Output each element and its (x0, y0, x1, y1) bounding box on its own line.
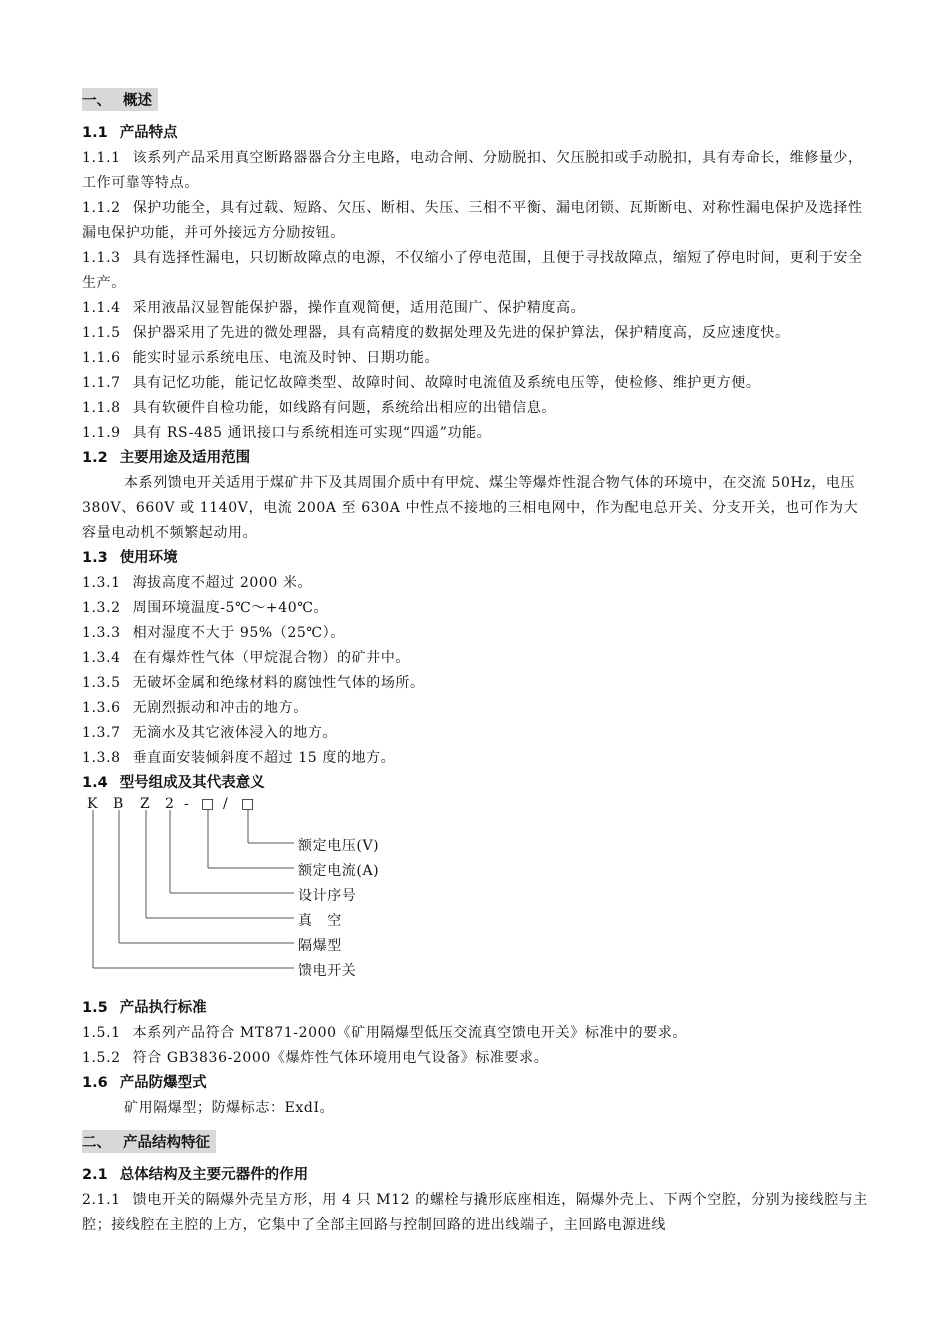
item-number: 1.3.1 (82, 575, 121, 591)
code-char-2: 2 (165, 796, 174, 812)
item-text: 能实时显示系统电压、电流及时钟、日期功能。 (132, 350, 440, 366)
para-1-6: 矿用隔爆型；防爆标志：ExdI。 (124, 1100, 335, 1116)
section-title: 产品结构特征 (123, 1135, 210, 1151)
item-number: 1.3.5 (82, 675, 121, 691)
para-1-1-9 (82, 421, 872, 446)
para-1-3-1 (82, 571, 872, 596)
label-rated-current: 额定电流(A) (298, 863, 380, 879)
section-title: 概述 (123, 93, 152, 109)
heading-1-4 (82, 771, 872, 796)
para-1-3-3 (82, 621, 872, 646)
item-text: 具有选择性漏电，只切断故障点的电源，不仅缩小了停电范围，且便于寻找故障点，缩短了停电时间，更利于安全生产。 (82, 250, 863, 291)
heading-title: 主要用途及适用范围 (119, 450, 251, 466)
item-number: 1.3.3 (82, 625, 121, 641)
para-1-3-7 (82, 721, 872, 746)
item-text: 符合 GB3836-2000《爆炸性气体环境用电气设备》标准要求。 (132, 1050, 549, 1066)
item-number: 1.3.4 (82, 650, 121, 666)
heading-number: 1.2 (82, 450, 108, 466)
item-text: 具有 RS-485 通讯接口与系统相连可实现“四遥”功能。 (132, 425, 492, 441)
heading-title: 产品特点 (119, 125, 178, 141)
code-char-z: Z (140, 796, 150, 812)
para-1-1-6 (82, 346, 872, 371)
model-code-diagram (82, 796, 872, 996)
heading-title: 总体结构及主要元器件的作用 (119, 1167, 309, 1183)
section-2-heading (82, 1130, 872, 1153)
heading-2-1 (82, 1163, 872, 1188)
heading-number: 1.6 (82, 1075, 108, 1091)
label-vacuum: 真 空 (298, 913, 342, 929)
item-number: 1.1.2 (82, 200, 121, 216)
code-char-b: B (113, 796, 124, 812)
heading-1-2 (82, 446, 872, 471)
item-number: 1.1.1 (82, 150, 121, 166)
heading-number: 1.1 (82, 125, 108, 141)
item-text: 馈电开关的隔爆外壳呈方形，用 4 只 M12 的螺栓与撬形底座相连，隔爆外壳上、下两个空腔，分别为接线腔与主腔；接线腔在主腔的上方，它集中了全部主回路与控制回路的进出线端子，主回路电源进线 (82, 1192, 868, 1233)
item-text: 无破坏金属和绝缘材料的腐蚀性气体的场所。 (132, 675, 425, 691)
section-number: 一、 (82, 93, 111, 109)
heading-number: 1.5 (82, 1000, 108, 1016)
item-number: 1.1.8 (82, 400, 121, 416)
heading-1-5 (82, 996, 872, 1021)
heading-1-1 (82, 121, 872, 146)
document-page (82, 88, 872, 1238)
label-rated-voltage: 额定电压(V) (298, 838, 380, 854)
item-number: 1.1.4 (82, 300, 121, 316)
item-text: 周围环境温度-5℃～+40℃。 (132, 600, 329, 616)
label-flameproof: 隔爆型 (298, 938, 342, 954)
item-number: 1.1.9 (82, 425, 121, 441)
code-char-dash: - (184, 796, 189, 812)
item-text: 垂直面安装倾斜度不超过 15 度的地方。 (132, 750, 396, 766)
para-1-1-7 (82, 371, 872, 396)
code-char-k: K (87, 796, 98, 812)
para-1-1-1 (82, 146, 872, 196)
heading-number: 2.1 (82, 1167, 108, 1183)
para-2-1-1 (82, 1188, 872, 1238)
item-number: 1.1.5 (82, 325, 121, 341)
para-1-3-6 (82, 696, 872, 721)
item-text: 海拔高度不超过 2000 米。 (132, 575, 313, 591)
para-1-3-8 (82, 746, 872, 771)
label-feeder-switch: 馈电开关 (298, 963, 357, 979)
item-text: 保护器采用了先进的微处理器，具有高精度的数据处理及先进的保护算法，保护精度高，反应速度快。 (132, 325, 790, 341)
item-text: 具有记忆功能，能记忆故障类型、故障时间、故障时电流值及系统电压等，使检修、维护更方便。 (132, 375, 761, 391)
item-number: 1.5.2 (82, 1050, 121, 1066)
para-1-3-5 (82, 671, 872, 696)
item-text: 本系列产品符合 MT871-2000《矿用隔爆型低压交流真空馈电开关》标准中的要求。 (132, 1025, 688, 1041)
para-1-3-2 (82, 596, 872, 621)
item-text: 无滴水及其它液体浸入的地方。 (132, 725, 338, 741)
code-char-slash: / (223, 796, 228, 812)
heading-1-6 (82, 1071, 872, 1096)
item-number: 1.1.7 (82, 375, 121, 391)
heading-title: 产品防爆型式 (119, 1075, 207, 1091)
para-1-2: 本系列馈电开关适用于煤矿井下及其周围介质中有甲烷、煤尘等爆炸性混合物气体的环境中，在交流 50Hz，电压 380V、660V 或 1140V，电流 200A 至 630A 中性点不接地的三相电网中，作为配电总开关、分支开关，也可作为大容量电动机不频繁起动用。 (82, 475, 859, 541)
item-number: 1.5.1 (82, 1025, 121, 1041)
item-text: 保护功能全，具有过载、短路、欠压、断相、失压、三相不平衡、漏电闭锁、瓦斯断电、对称性漏电保护及选择性漏电保护功能，并可外接远方分励按钮。 (82, 200, 863, 241)
item-text: 该系列产品采用真空断路器器合分主电路，电动合闸、分励脱扣、欠压脱扣或手动脱扣，具有寿命长，维修量少，工作可靠等特点。 (82, 150, 863, 191)
item-text: 在有爆炸性气体（甲烷混合物）的矿井中。 (132, 650, 411, 666)
para-1-1-5 (82, 321, 872, 346)
section-1-heading (82, 88, 872, 111)
item-number: 2.1.1 (82, 1192, 121, 1208)
para-1-5-2 (82, 1046, 872, 1071)
item-number: 1.1.3 (82, 250, 121, 266)
heading-title: 型号组成及其代表意义 (119, 775, 265, 791)
para-1-5-1 (82, 1021, 872, 1046)
code-char-box-2: □ (241, 796, 255, 812)
para-1-1-3 (82, 246, 872, 296)
item-text: 无剧烈振动和冲击的地方。 (132, 700, 308, 716)
heading-number: 1.4 (82, 775, 108, 791)
item-number: 1.3.2 (82, 600, 121, 616)
label-design-serial: 设计序号 (298, 888, 357, 904)
item-text: 相对湿度不大于 95%（25℃）。 (132, 625, 345, 641)
para-1-1-2 (82, 196, 872, 246)
para-1-3-4 (82, 646, 872, 671)
heading-title: 产品执行标准 (119, 1000, 207, 1016)
para-1-1-8 (82, 396, 872, 421)
item-number: 1.1.6 (82, 350, 121, 366)
heading-title: 使用环境 (119, 550, 178, 566)
item-number: 1.3.8 (82, 750, 121, 766)
code-char-box-1: □ (201, 796, 215, 812)
item-text: 具有软硬件自检功能，如线路有问题，系统给出相应的出错信息。 (132, 400, 557, 416)
item-number: 1.3.6 (82, 700, 121, 716)
item-text: 采用液晶汉显智能保护器，操作直观简便，适用范围广、保护精度高。 (132, 300, 586, 316)
heading-1-3 (82, 546, 872, 571)
para-1-1-4 (82, 296, 872, 321)
section-number: 二、 (82, 1135, 111, 1151)
heading-number: 1.3 (82, 550, 108, 566)
item-number: 1.3.7 (82, 725, 121, 741)
